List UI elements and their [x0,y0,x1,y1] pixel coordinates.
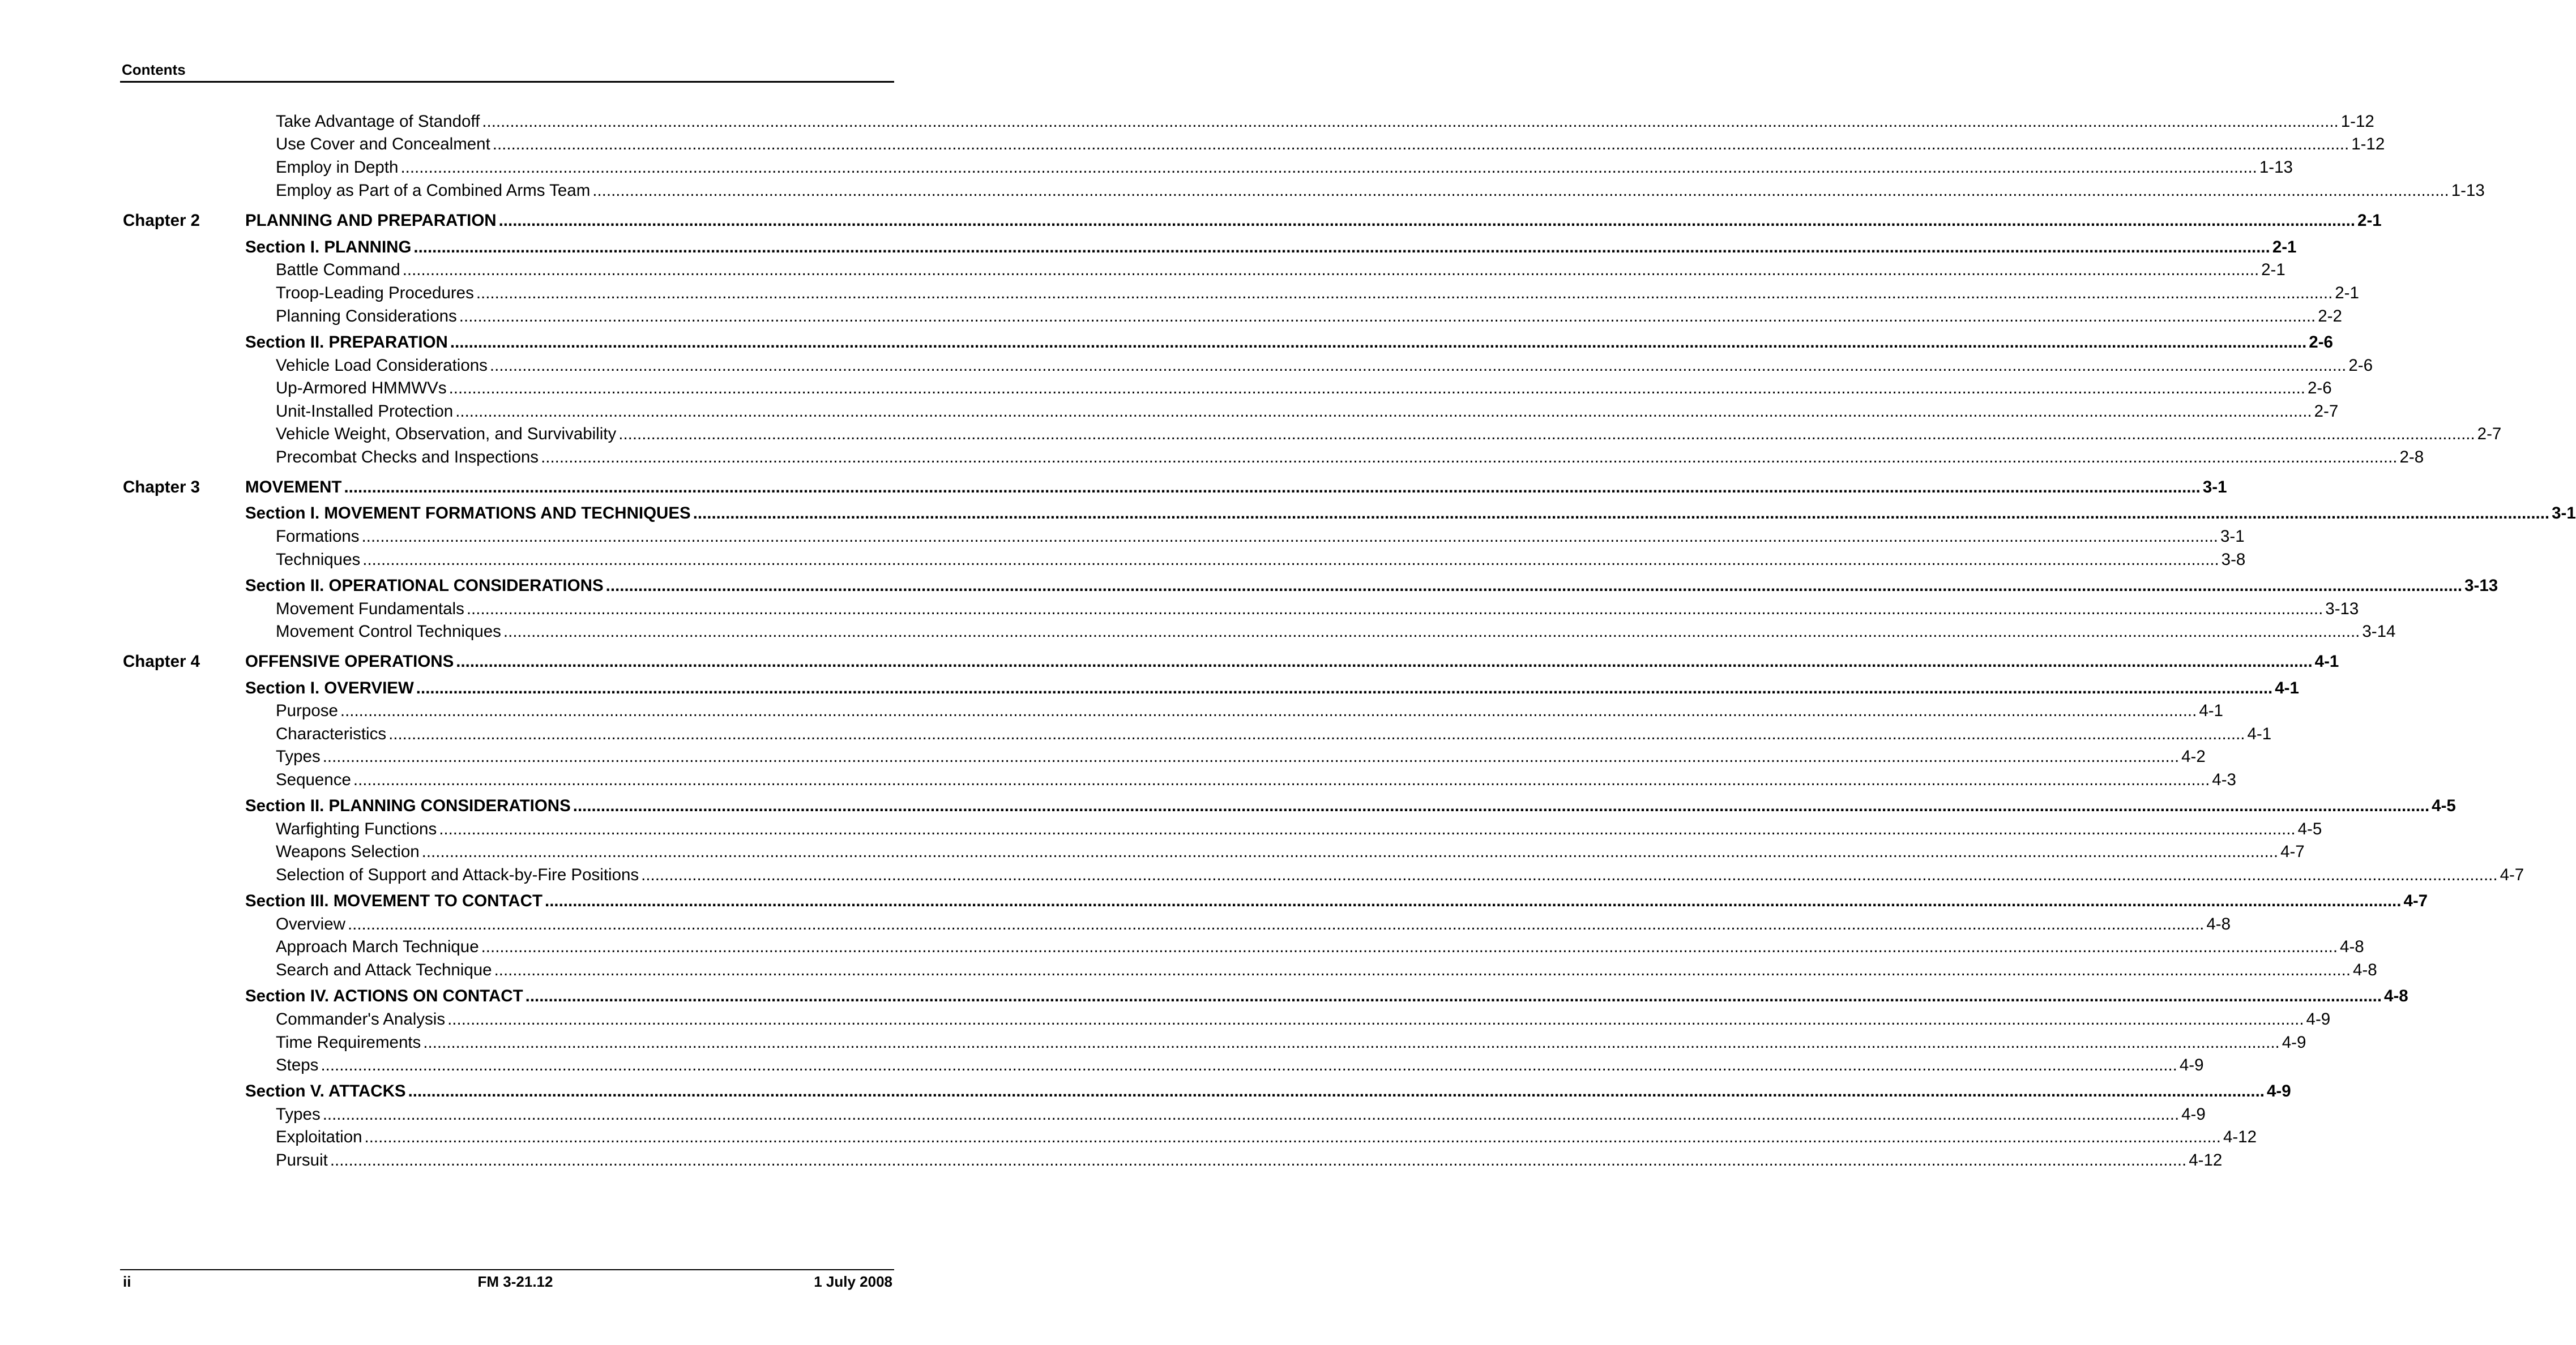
entry-page-number: 4-9 [2181,1105,2206,1124]
entry-page-number: 4-8 [2353,961,2377,979]
entry-title: PLANNING AND PREPARATION [245,211,497,230]
entry-title: Unit-Installed Protection [276,402,454,421]
dot-leader: ................................................................................................................................................................................................................................................................................................................................................................................................................ [456,652,2313,671]
dot-leader: ................................................................................................................................................................................................................................................................................................................................................................................................................ [400,158,2257,177]
entry-title: Search and Attack Technique [276,961,492,979]
dot-leader: ................................................................................................................................................................................................................................................................................................................................................................................................................ [592,181,2449,200]
dot-leader: ................................................................................................................................................................................................................................................................................................................................................................................................................ [693,504,2550,522]
entry-title: Characteristics [276,725,387,743]
toc-entry[interactable] [276,526,2245,547]
toc-entry[interactable] [245,503,2576,524]
dot-leader: ................................................................................................................................................................................................................................................................................................................................................................................................................ [525,987,2382,1005]
entry-page-number: 1-12 [2340,112,2374,131]
footer-rule [120,1269,894,1270]
entry-page-number: 4-9 [2267,1082,2291,1100]
entry-page-number: 4-3 [2212,770,2236,789]
toc-entry[interactable] [276,259,2285,281]
dot-leader: ................................................................................................................................................................................................................................................................................................................................................................................................................ [344,478,2201,496]
entry-page-number: 4-9 [2306,1010,2331,1029]
toc-entry[interactable] [276,306,2342,327]
toc-entry[interactable] [245,332,2333,353]
entry-page-number: 4-9 [2179,1056,2204,1074]
dot-leader: ................................................................................................................................................................................................................................................................................................................................................................................................................ [494,961,2351,979]
entry-page-number: 2-7 [2314,402,2339,421]
chapter-label: Chapter 3 [123,478,200,496]
toc-section-row[interactable] [0,1081,2291,1102]
dot-leader: ................................................................................................................................................................................................................................................................................................................................................................................................................ [340,701,2197,720]
toc-entry[interactable] [276,1032,2306,1053]
entry-title: Use Cover and Concealment [276,135,490,153]
entry-title: Section II. OPERATIONAL CONSIDERATIONS [245,576,604,595]
toc-item-row[interactable] [0,1055,2204,1076]
toc-item-row[interactable] [0,914,2231,935]
toc-entry[interactable] [276,355,2373,376]
dot-leader: ................................................................................................................................................................................................................................................................................................................................................................................................................ [455,402,2312,421]
dot-leader: ................................................................................................................................................................................................................................................................................................................................................................................................................ [492,135,2349,153]
entry-page-number: 2-8 [2399,448,2424,466]
entry-page-number: 4-1 [2275,679,2299,697]
footer-date: 1 July 2008 [814,1273,892,1290]
toc-entry[interactable] [245,651,2339,672]
entry-title: Planning Considerations [276,307,457,325]
toc-entry[interactable] [276,111,2374,132]
entry-page-number: 2-2 [2318,307,2342,325]
toc-item-row[interactable] [0,134,2385,155]
dot-leader: ................................................................................................................................................................................................................................................................................................................................................................................................................ [459,307,2316,325]
toc-entry[interactable] [276,1055,2204,1076]
toc-item-row[interactable] [0,746,2206,768]
entry-title: Approach March Technique [276,937,479,956]
toc-entry[interactable] [276,1104,2206,1125]
toc-entry[interactable] [276,157,2293,178]
entry-title: Exploitation [276,1128,362,1146]
toc-entry[interactable] [276,423,2502,445]
dot-leader: ................................................................................................................................................................................................................................................................................................................................................................................................................ [641,866,2498,884]
entry-title: Section III. MOVEMENT TO CONTACT [245,892,543,910]
entry-page-number: 4-8 [2340,937,2364,956]
entry-title: Movement Fundamentals [276,599,464,618]
toc-item-row[interactable] [0,1150,2223,1171]
entry-title: Commander's Analysis [276,1010,446,1029]
toc-item-row[interactable] [0,259,2285,281]
dot-leader: ................................................................................................................................................................................................................................................................................................................................................................................................................ [448,379,2305,397]
entry-page-number: 4-7 [2403,892,2428,910]
entry-title: Precombat Checks and Inspections [276,448,539,466]
dot-leader: ................................................................................................................................................................................................................................................................................................................................................................................................................ [361,527,2218,546]
chapter-label: Chapter 2 [123,211,200,230]
running-header: Contents [122,61,186,78]
toc-entry[interactable] [276,1150,2223,1171]
toc-entry[interactable] [245,890,2428,912]
entry-title: Section I. MOVEMENT FORMATIONS AND TECHNIQUES [245,504,691,522]
toc-item-row[interactable] [0,180,2485,202]
toc-entry[interactable] [276,914,2231,935]
entry-page-number: 4-1 [2314,652,2339,671]
entry-page-number: 1-13 [2259,158,2293,177]
entry-page-number: 2-1 [2272,238,2297,256]
toc-entry[interactable] [276,936,2364,958]
toc-item-row[interactable] [0,621,2396,642]
dot-leader: ................................................................................................................................................................................................................................................................................................................................................................................................................ [439,820,2296,838]
dot-leader: ................................................................................................................................................................................................................................................................................................................................................................................................................ [481,937,2338,956]
entry-title: Up-Armored HMMWVs [276,379,447,397]
dot-leader: ................................................................................................................................................................................................................................................................................................................................................................................................................ [482,112,2339,131]
entry-title: Selection of Support and Attack-by-Fire Positions [276,866,639,884]
entry-page-number: 4-8 [2206,915,2231,933]
entry-page-number: 4-12 [2189,1151,2223,1170]
toc-item-row[interactable] [0,960,2377,981]
entry-page-number: 4-1 [2199,701,2223,720]
toc-item-row[interactable] [0,401,2339,422]
entry-title: Types [276,747,321,766]
toc-item-row[interactable] [0,355,2373,376]
toc-item-row[interactable] [0,282,2359,304]
toc-item-row[interactable] [0,549,2246,571]
entry-title: Troop-Leading Procedures [276,284,474,302]
toc-item-row[interactable] [0,378,2332,399]
toc-section-row[interactable] [0,678,2299,699]
toc-entry[interactable] [276,819,2322,840]
entry-title: Techniques [276,550,361,569]
entry-page-number: 2-6 [2308,379,2332,397]
dot-leader: ................................................................................................................................................................................................................................................................................................................................................................................................................ [503,622,2360,641]
toc-item-row[interactable] [0,723,2272,745]
dot-leader: ................................................................................................................................................................................................................................................................................................................................................................................................................ [362,550,2219,569]
toc-section-row[interactable] [0,890,2428,912]
toc-entry[interactable] [276,841,2305,863]
entry-title: Employ in Depth [276,158,399,177]
toc-chapter-row[interactable] [0,477,2227,498]
toc-item-row[interactable] [0,1009,2331,1030]
dot-leader: ................................................................................................................................................................................................................................................................................................................................................................................................................ [447,1010,2304,1029]
toc-item-row[interactable] [0,936,2364,958]
dot-leader: ................................................................................................................................................................................................................................................................................................................................................................................................................ [573,796,2430,815]
entry-title: MOVEMENT [245,478,342,496]
dot-leader: ................................................................................................................................................................................................................................................................................................................................................................................................................ [541,448,2398,466]
entry-page-number: 2-6 [2309,333,2333,352]
entry-page-number: 4-5 [2432,796,2456,815]
toc-entry[interactable] [276,180,2485,202]
entry-page-number: 2-7 [2477,425,2502,443]
toc-item-row[interactable] [0,598,2359,620]
entry-page-number: 3-13 [2464,576,2498,595]
entry-page-number: 4-8 [2384,987,2408,1005]
entry-title: Section II. PLANNING CONSIDERATIONS [245,796,571,815]
toc-item-row[interactable] [0,157,2293,178]
entry-title: Pursuit [276,1151,328,1170]
dot-leader: ................................................................................................................................................................................................................................................................................................................................................................................................................ [545,892,2402,910]
entry-title: Section IV. ACTIONS ON CONTACT [245,987,523,1005]
toc-item-row[interactable] [0,769,2236,791]
dot-leader: ................................................................................................................................................................................................................................................................................................................................................................................................................ [605,576,2463,595]
toc-section-row[interactable] [0,237,2297,258]
entry-page-number: 2-6 [2348,356,2373,375]
footer-manual-id: FM 3-21.12 [477,1273,553,1290]
toc-entry[interactable] [276,1126,2257,1148]
footer-page-number: ii [123,1273,131,1290]
entry-page-number: 3-14 [2362,622,2396,641]
toc-entry[interactable] [276,960,2377,981]
toc-entry[interactable] [245,237,2297,258]
toc-entry[interactable] [276,621,2396,642]
toc-entry[interactable] [245,575,2498,597]
entry-page-number: 4-2 [2181,747,2206,766]
entry-title: Section I. OVERVIEW [245,679,414,697]
entry-page-number: 2-1 [2261,260,2285,279]
dot-leader: ................................................................................................................................................................................................................................................................................................................................................................................................................ [353,770,2210,789]
entry-title: Section I. PLANNING [245,238,412,256]
toc-entry[interactable] [276,378,2332,399]
entry-title: Section V. ATTACKS [245,1082,406,1100]
entry-title: Section II. PREPARATION [245,333,448,352]
entry-title: Overview [276,915,345,933]
entry-page-number: 4-1 [2247,725,2272,743]
dot-leader: ................................................................................................................................................................................................................................................................................................................................................................................................................ [618,425,2475,443]
toc-section-row[interactable] [0,575,2498,597]
entry-page-number: 3-1 [2552,504,2576,522]
toc-entry[interactable] [276,1009,2331,1030]
entry-title: Formations [276,527,360,546]
dot-leader: ................................................................................................................................................................................................................................................................................................................................................................................................................ [322,747,2180,766]
toc-chapter-row[interactable] [0,210,2382,232]
toc-section-row[interactable] [0,795,2456,817]
toc-entry[interactable] [276,598,2359,620]
toc-entry[interactable] [276,134,2385,155]
entry-title: Purpose [276,701,338,720]
toc-entry[interactable] [276,864,2524,886]
toc-item-row[interactable] [0,819,2322,840]
toc-entry[interactable] [276,549,2246,571]
entry-title: Employ as Part of a Combined Arms Team [276,181,591,200]
dot-leader: ................................................................................................................................................................................................................................................................................................................................................................................................................ [413,238,2270,256]
toc-item-row[interactable] [0,1126,2257,1148]
toc-item-row[interactable] [0,447,2424,468]
toc-entry[interactable] [276,282,2359,304]
toc-entry[interactable] [276,723,2272,745]
dot-leader: ................................................................................................................................................................................................................................................................................................................................................................................................................ [347,915,2205,933]
entry-page-number: 3-13 [2325,599,2359,618]
toc-item-row[interactable] [0,1104,2206,1125]
dot-leader: ................................................................................................................................................................................................................................................................................................................................................................................................................ [402,260,2259,279]
toc-item-row[interactable] [0,423,2502,445]
toc-entry[interactable] [245,795,2456,817]
entry-page-number: 3-1 [2202,478,2227,496]
dot-leader: ................................................................................................................................................................................................................................................................................................................................................................................................................ [466,599,2323,618]
toc-entry[interactable] [276,447,2424,468]
toc-section-row[interactable] [0,332,2333,353]
toc-section-row[interactable] [0,986,2408,1007]
toc-entry[interactable] [245,986,2408,1007]
entry-title: Time Requirements [276,1033,421,1052]
entry-title: Weapons Selection [276,842,420,861]
toc-entry[interactable] [245,678,2299,699]
dot-leader: ................................................................................................................................................................................................................................................................................................................................................................................................................ [364,1128,2221,1146]
entry-title: Vehicle Load Considerations [276,356,488,375]
toc-entry[interactable] [245,477,2227,498]
dot-leader: ................................................................................................................................................................................................................................................................................................................................................................................................................ [476,284,2333,302]
entry-title: Vehicle Weight, Observation, and Survivability [276,425,617,443]
dot-leader: ................................................................................................................................................................................................................................................................................................................................................................................................................ [416,679,2273,697]
toc-chapter-row[interactable] [0,651,2339,672]
toc-item-row[interactable] [0,1032,2306,1053]
toc-entry[interactable] [245,210,2382,232]
entry-page-number: 4-7 [2500,866,2524,884]
toc-entry[interactable] [276,769,2236,791]
dot-leader: ................................................................................................................................................................................................................................................................................................................................................................................................................ [421,842,2279,861]
toc-item-row[interactable] [0,700,2223,722]
entry-title: Warfighting Functions [276,820,437,838]
dot-leader: ................................................................................................................................................................................................................................................................................................................................................................................................................ [489,356,2347,375]
entry-title: Types [276,1105,321,1124]
toc-item-row[interactable] [0,306,2342,327]
dot-leader: ................................................................................................................................................................................................................................................................................................................................................................................................................ [450,333,2307,352]
entry-page-number: 3-1 [2220,527,2245,546]
dot-leader: ................................................................................................................................................................................................................................................................................................................................................................................................................ [423,1033,2280,1052]
chapter-label: Chapter 4 [123,652,200,671]
entry-page-number: 2-1 [2357,211,2382,230]
toc-entry[interactable] [276,700,2223,722]
entry-page-number: 4-12 [2223,1128,2257,1146]
toc-section-row[interactable] [0,503,2576,524]
toc-entry[interactable] [276,401,2339,422]
entry-page-number: 4-9 [2282,1033,2306,1052]
toc-item-row[interactable] [0,111,2374,132]
entry-page-number: 4-5 [2297,820,2322,838]
entry-page-number: 1-13 [2451,181,2485,200]
dot-leader: ................................................................................................................................................................................................................................................................................................................................................................................................................ [330,1151,2187,1170]
entry-title: Steps [276,1056,319,1074]
dot-leader: ................................................................................................................................................................................................................................................................................................................................................................................................................ [321,1056,2177,1074]
entry-page-number: 2-1 [2335,284,2359,302]
dot-leader: ................................................................................................................................................................................................................................................................................................................................................................................................................ [388,725,2245,743]
dot-leader: ................................................................................................................................................................................................................................................................................................................................................................................................................ [408,1082,2265,1100]
toc-item-row[interactable] [0,864,2524,886]
entry-title: Sequence [276,770,351,789]
entry-page-number: 4-7 [2280,842,2305,861]
entry-page-number: 3-8 [2221,550,2246,569]
entry-page-number: 1-12 [2351,135,2385,153]
toc-item-row[interactable] [0,841,2305,863]
entry-title: Battle Command [276,260,400,279]
entry-title: OFFENSIVE OPERATIONS [245,652,454,671]
dot-leader: ................................................................................................................................................................................................................................................................................................................................................................................................................ [322,1105,2180,1124]
entry-title: Movement Control Techniques [276,622,501,641]
entry-title: Take Advantage of Standoff [276,112,480,131]
toc-entry[interactable] [276,746,2206,768]
toc-entry[interactable] [245,1081,2291,1102]
dot-leader: ................................................................................................................................................................................................................................................................................................................................................................................................................ [498,211,2356,230]
toc-item-row[interactable] [0,526,2245,547]
